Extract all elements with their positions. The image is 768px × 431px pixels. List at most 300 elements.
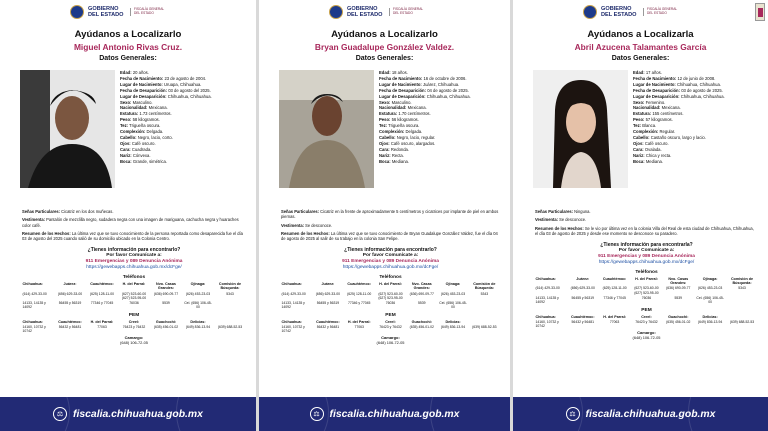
table-header-cell: Creel: <box>385 319 396 324</box>
footer-url[interactable]: fiscalia.chihuahua.gob.mx <box>73 408 203 420</box>
person-name: Bryan Guadalupe González Valdez. <box>314 42 455 52</box>
help-question: ¿Tienes información para encontrarla? <box>600 242 693 249</box>
table-cell: 76036 <box>641 295 652 300</box>
table-header-cell: Guachochi: <box>668 314 689 319</box>
footer-decoration <box>513 367 583 431</box>
table-cell: 14133, 14135 y 14092 <box>535 295 559 304</box>
table-cell: (649) 836-13-94 <box>185 325 211 329</box>
clothing-label: Vestimenta: <box>535 217 558 223</box>
data-value: Mexicana. <box>661 105 681 111</box>
contact-block <box>281 247 500 271</box>
table-cell: 77346 y 77045 <box>347 301 371 306</box>
table-row <box>22 301 246 310</box>
table-header-cell: Ojinaga: <box>190 282 206 287</box>
footer-decoration <box>176 357 256 431</box>
table-header-cell: Nvo. Casas Grandes: <box>156 282 176 291</box>
poster-details <box>0 209 256 346</box>
distinguishing-marks-text: Cicatriz en los dos muñecas. <box>61 209 114 214</box>
table-header-cell: Creel: <box>641 314 652 319</box>
data-label: Nacionalidad: <box>379 105 407 111</box>
poster-header <box>259 0 510 24</box>
data-label: Estatura: <box>120 111 139 117</box>
phones-title: Teléfonos <box>122 275 146 281</box>
data-value: 03 de agosto de 2025. <box>681 87 723 93</box>
table-cell: (625) 128-11-00 <box>347 291 372 296</box>
table-row <box>535 286 758 295</box>
table-header-cell: Ojinaga: <box>702 276 718 281</box>
table-header-cell: Cuauhtémoc: <box>90 282 114 287</box>
camargo-label: Camargo: <box>124 334 144 340</box>
table-cell: (627) 523-60-00 (627) 523-95-00 <box>634 286 659 295</box>
data-value: 17 años. <box>645 70 662 75</box>
table-header-cell: Guachochi: <box>155 319 177 324</box>
report-link[interactable]: https://gewebapps.chihuahua.gob.mx/dcFge/ <box>598 260 695 266</box>
data-value: 16 de octubre de 2006. <box>423 75 467 81</box>
data-label: Lugar de Desaparición: <box>379 93 426 99</box>
data-value: Chica y recta. <box>645 152 672 158</box>
gobierno-label: GOBIERNO DEL ESTADO <box>88 6 124 18</box>
table-header-row <box>535 276 758 285</box>
table-header-cell: Guachochi: <box>411 319 432 324</box>
table-header-cell: H. del Parral: <box>379 282 402 287</box>
poster-details <box>259 209 510 346</box>
pem-title: PEM <box>385 313 396 318</box>
table-cell: 76036 <box>385 301 396 306</box>
clothing-label: Vestimenta: <box>22 217 45 223</box>
data-value: Juárez, Chihuahua. <box>422 81 460 87</box>
table-cell: 14160, 10732 y 10742 <box>535 319 559 328</box>
pem-title: PEM <box>641 307 652 313</box>
state-seal-icon <box>70 5 84 19</box>
fiscalia-label: FISCALÍA GENERAL DEL ESTADO <box>389 8 425 16</box>
data-value: Mexicana. <box>407 105 427 111</box>
section-title: Datos Generales: <box>611 55 670 62</box>
distinguishing-marks-text: Cicatriz en la frente de aproximadamente 5 centímetros y cicatrices por implante de piel en ambos piernas. <box>281 209 499 220</box>
data-row <box>379 159 504 165</box>
contact-block <box>22 247 246 271</box>
data-label: Nariz: <box>379 152 391 158</box>
table-cell: 76423 y 76432 <box>379 325 402 329</box>
facts-summary <box>22 231 246 242</box>
table-cell: 76423 y 76432 <box>635 319 658 324</box>
clothing <box>281 223 500 228</box>
camargo-phone <box>535 330 758 341</box>
facts-summary-label: Resumen de los Hechos: <box>535 225 584 231</box>
pem-table <box>22 319 246 334</box>
data-label: Nacionalidad: <box>633 105 661 111</box>
pem-title: PEM <box>128 313 140 318</box>
person-photo <box>533 70 628 188</box>
data-value: Femenino. <box>645 99 666 105</box>
data-label: Peso: <box>120 117 132 123</box>
table-cell: Cel. (656) 106-45-00 <box>184 301 212 310</box>
table-row <box>281 301 500 310</box>
table-cell: Cel. (656) 106-45-00 <box>439 301 467 310</box>
data-label: Complexión: <box>633 129 659 135</box>
data-label: Fecha de Nacimiento: <box>633 75 677 81</box>
table-cell: 56432 y 56481 <box>316 325 340 329</box>
table-cell: 56455 y 56319 <box>58 301 82 306</box>
data-value: Chihuahua, Chihuahua. <box>426 93 471 99</box>
data-label: Edad: <box>120 70 132 75</box>
help-question: ¿Tienes información para encontrarlo? <box>344 247 437 254</box>
poster-details <box>513 209 768 340</box>
camargo-number: (648) 106-72-05 <box>376 340 405 346</box>
phones-title: Teléfonos <box>635 270 658 276</box>
table-header-cell: Chihuahua: <box>281 319 302 324</box>
table-header-cell: H. del Parral: <box>347 319 371 324</box>
report-link[interactable]: https://gewebapps.chihuahua.gob.mx/dcFge/ <box>342 265 439 271</box>
emergency-numbers: 911 Emergencias y 089 Denuncia Anónima <box>598 254 695 260</box>
table-cell: 56432 y 56481 <box>58 325 82 329</box>
distinguishing-marks <box>22 209 246 214</box>
data-value: Grande, simétrica. <box>132 158 168 164</box>
data-value: Chihuahua, Chihuahua. <box>167 93 212 99</box>
data-label: Sexo: <box>379 99 391 105</box>
camargo-phone <box>281 335 500 346</box>
data-value: Chihuahua, Chihuahua. <box>680 93 725 99</box>
data-value: Café oscuro. <box>644 140 669 146</box>
data-value: Uruapa, Chihuahua. <box>163 81 202 87</box>
data-value: Redonda. <box>390 146 410 152</box>
data-value: 03 de agosto del 2025. <box>168 87 211 93</box>
data-label: Complexión: <box>120 129 146 135</box>
table-header-cell: Cuauhtémoc: <box>570 314 595 319</box>
data-label: Nacionalidad: <box>120 105 148 111</box>
data-label: Nariz: <box>633 152 645 158</box>
table-cell: 77346 y 77045 <box>603 295 626 300</box>
camargo-phone <box>22 335 246 346</box>
data-label: Peso: <box>633 117 645 123</box>
section-title: Datos Generales: <box>355 55 414 62</box>
data-label: Ojos: <box>379 140 390 146</box>
table-cell: (656) 629-33-00 <box>570 286 595 291</box>
facts-summary-label: Resumen de los Hechos: <box>22 230 71 236</box>
table-cell: 77063 <box>354 325 364 329</box>
table-cell: (626) 453-23-03 <box>185 291 211 296</box>
poster-title: Ayúdanos a Localizarlo <box>331 29 438 40</box>
table-header-cell: H. del Parral: <box>635 276 658 281</box>
pem-table <box>535 314 758 329</box>
data-label: Boca: <box>379 158 391 164</box>
missing-person-poster <box>513 0 768 431</box>
data-value: Mediana. <box>391 158 410 164</box>
table-header-cell: Cuauhtémoc: <box>602 276 627 281</box>
table-cell: 76423 y 76432 <box>122 325 146 329</box>
table-cell: 14133, 14135 y 14092 <box>22 301 46 310</box>
table-header-cell: Comisión de Búsqueda: <box>473 282 496 291</box>
help-contact: Por favor Comunícate a: <box>362 253 419 259</box>
footer-url[interactable]: fiscalia.chihuahua.gob.mx <box>329 408 460 420</box>
table-cell: 56455 y 56319 <box>316 301 340 306</box>
table-row <box>22 325 246 334</box>
facts-summary-label: Resumen de los Hechos: <box>281 230 330 236</box>
phones-title: Teléfonos <box>379 275 402 281</box>
data-label: Ojos: <box>120 140 131 146</box>
table-header-cell: Juárez: <box>63 282 77 287</box>
contact-block <box>535 242 758 266</box>
data-value: Blanca. <box>642 123 657 129</box>
table-header-cell: Chihuahua: <box>22 319 43 324</box>
fiscalia-seal-icon: ⚖ <box>566 407 580 421</box>
pem-table <box>281 319 500 334</box>
footer-decoration <box>259 367 329 431</box>
table-row <box>535 319 758 328</box>
table-row <box>281 291 500 300</box>
table-cell: 14160, 10732 y 10742 <box>281 325 305 334</box>
table-header-cell: Chihuahua: <box>535 314 556 319</box>
table-cell: (635) 456-01-02 <box>409 325 434 329</box>
phones-table <box>535 276 758 304</box>
facts-summary <box>535 226 758 237</box>
table-cell: (614) 429-33-00 <box>281 291 306 296</box>
table-header-cell: Cuauhtémoc: <box>347 282 371 287</box>
fiscalia-seal-icon: ⚖ <box>53 407 67 421</box>
clothing <box>535 217 758 222</box>
table-row <box>281 325 500 334</box>
data-row <box>633 159 762 165</box>
table-header-cell: Creel: <box>128 319 140 324</box>
poster-body <box>513 66 768 206</box>
data-label: Tez: <box>120 123 129 129</box>
table-header-cell: Chihuahua: <box>535 276 556 281</box>
data-value: Cónvexa. <box>132 152 151 158</box>
data-label: Boca: <box>633 158 645 164</box>
missing-person-poster <box>259 0 510 431</box>
report-link[interactable]: https://gewebapps.chihuahua.gob.mx/dcFge/ <box>86 265 182 271</box>
data-value: 20 años. <box>132 70 149 75</box>
table-cell: 14160, 10732 y 10742 <box>22 325 46 334</box>
data-label: Cara: <box>633 146 644 152</box>
section-title: Datos Generales: <box>99 55 157 62</box>
data-label: Boca: <box>120 158 132 164</box>
person-name: Miguel Antonio Rivas Cruz. <box>73 42 183 52</box>
state-seal-icon <box>329 5 343 19</box>
table-cell: (636) 690-09-77 <box>666 286 691 291</box>
poster-header <box>0 0 256 24</box>
clothing-text: Se desconoce. <box>559 217 587 223</box>
data-value: Chihuahua, Chihuahua. <box>676 81 721 87</box>
facts-summary-text: La última vez que se tuvo conocimiento de la persona reportada como desaparecida fue el día 03 de agosto del 2025 cuando salió de su domicilio ubicado en la Colonia Centro. <box>22 230 243 242</box>
table-cell: 14133, 14135 y 14092 <box>281 301 305 310</box>
data-value: Cuadrada. <box>131 146 152 152</box>
table-cell: 56455 y 56319 <box>571 295 594 300</box>
gobierno-label: GOBIERNO DEL ESTADO <box>601 6 637 18</box>
data-label: Cabello: <box>120 134 137 140</box>
table-cell: 5343 <box>738 286 746 291</box>
general-data-list <box>120 70 250 165</box>
data-value: Regular. <box>659 129 676 135</box>
table-cell: (627) 523-60-00 (627) 523-95-00 <box>121 291 147 300</box>
help-contact: Por favor Comunícate a: <box>106 253 162 259</box>
data-label: Lugar de Desaparición: <box>120 93 167 99</box>
data-value: 23 de agosto de 2004. <box>164 75 207 81</box>
table-cell: (639) 688-52-53 <box>472 325 497 329</box>
data-label: Cabello: <box>379 134 396 140</box>
table-cell: 77063 <box>609 319 620 324</box>
table-cell <box>726 295 758 304</box>
data-label: Cabello: <box>633 134 650 140</box>
footer-decoration <box>0 367 70 431</box>
data-value: Mediana. <box>645 158 664 164</box>
data-label: Estatura: <box>379 111 398 117</box>
table-cell: 76036 <box>129 301 139 306</box>
table-header-cell: Cuauhtémoc: <box>316 319 340 324</box>
table-header-cell: Delicias: <box>190 319 206 324</box>
camargo-label: Camargo: <box>381 334 400 340</box>
table-cell: 77346 y 77045 <box>90 301 114 306</box>
table-header-cell: H. del Parral: <box>90 319 114 324</box>
general-data-list <box>379 70 504 165</box>
data-value: 57 kilogramos. <box>645 117 673 123</box>
table-header-cell: Chihuahua: <box>22 282 43 287</box>
table-cell: 5343 <box>226 291 234 296</box>
data-label: Sexo: <box>120 99 132 105</box>
fiscalia-seal-icon: ⚖ <box>310 407 324 421</box>
data-value: Masculino. <box>391 99 412 105</box>
alerta-badge-icon <box>755 3 765 21</box>
data-value: 1.73 centímetros. <box>139 111 172 117</box>
emergency-numbers: 911 Emergencias y 089 Denuncia Anónima <box>85 259 183 265</box>
poster-body <box>0 66 256 206</box>
data-label: Lugar de Desaparición: <box>633 93 680 99</box>
data-value: 58 kilogramos. <box>132 117 160 123</box>
data-value: Café oscuro. <box>131 140 156 146</box>
data-value: 56 kilogramos. <box>391 117 419 123</box>
data-value: 18 años. <box>391 70 408 75</box>
table-header-cell: Delicias: <box>702 314 718 319</box>
data-label: Cara: <box>120 146 131 152</box>
table-header-cell: Cuauhtémoc: <box>58 319 82 324</box>
footer-decoration <box>430 357 510 431</box>
data-value: Trigueña oscura. <box>388 123 420 129</box>
help-question: ¿Tienes información para encontrarlo? <box>87 247 181 254</box>
camargo-number: (648) 106-72-05 <box>632 334 661 340</box>
data-label: Fecha de Desaparición: <box>120 87 168 93</box>
table-cell: 77063 <box>97 325 107 329</box>
table-cell: (636) 690-09-77 <box>409 291 434 296</box>
table-cell: Cel. (656) 106-45-00 <box>696 295 724 304</box>
table-row <box>22 291 246 300</box>
missing-person-poster <box>0 0 256 431</box>
poster-footer <box>513 397 768 431</box>
general-data-list <box>633 70 762 165</box>
data-value: Delgada. <box>146 129 164 135</box>
data-label: Fecha de Desaparición: <box>633 87 681 93</box>
person-name: Abril Azucena Talamantes García <box>574 42 707 52</box>
footer-decoration <box>688 357 768 431</box>
poster-footer <box>259 397 510 431</box>
data-row <box>120 159 250 165</box>
table-cell: (626) 453-23-03 <box>697 286 723 291</box>
data-label: Lugar de Nacimiento: <box>120 81 163 87</box>
facts-summary <box>281 231 500 242</box>
data-value: Castaño oscuro, largo y lacio. <box>650 134 706 140</box>
table-cell: (614) 429-33-00 <box>22 291 47 296</box>
table-cell: (649) 836-13-94 <box>440 325 466 329</box>
person-photo <box>279 70 374 188</box>
data-value: Café oscuro, alargados. <box>390 140 436 146</box>
help-contact: Por favor Comunícate a: <box>618 248 675 254</box>
table-header-cell: Chihuahua: <box>281 282 302 287</box>
table-cell <box>214 301 246 310</box>
table-cell: (639) 688-52-53 <box>217 325 243 329</box>
clothing-text: Pantalón de mezclilla negro, sudadera negra con una imagen de mariguana, cachucha negra y huaraches color café. <box>22 217 239 228</box>
data-label: Fecha de Nacimiento: <box>120 75 164 81</box>
data-value: 04 de agosto de 2025. <box>427 87 469 93</box>
table-header-cell: H. del Parral: <box>603 314 626 319</box>
data-label: Ojos: <box>633 140 644 146</box>
fiscalia-label: FISCALÍA GENERAL DEL ESTADO <box>643 8 679 16</box>
table-cell: 5539 <box>417 301 426 306</box>
table-header-cell: H. del Parral: <box>122 282 146 287</box>
emergency-numbers: 911 Emergencias y 089 Denuncia Anónima <box>342 259 439 265</box>
table-header-cell: Juárez: <box>576 276 590 281</box>
data-label: Estatura: <box>633 111 652 117</box>
data-label: Cara: <box>379 146 390 152</box>
data-label: Tez: <box>633 123 642 129</box>
distinguishing-marks <box>281 209 500 220</box>
table-cell: 5539 <box>162 301 170 306</box>
data-value: Negro, lacio, regular. <box>396 134 436 140</box>
facts-summary-text: Se le vio por última vez en la colonia Villa del Real de esta ciudad de Chihuahua, Chihuahua, el día 03 de agosto de 2025 y desde ese momento se desconoce su paradero. <box>535 225 754 236</box>
phones-table <box>22 282 246 310</box>
gobierno-label: GOBIERNO DEL ESTADO <box>347 6 383 18</box>
table-cell: (635) 456-01-02 <box>666 319 691 324</box>
data-label: Fecha de Desaparición: <box>379 87 427 93</box>
table-cell: (635) 456-01-02 <box>153 325 179 329</box>
fiscalia-label: FISCALÍA GENERAL DEL ESTADO <box>130 8 166 16</box>
table-header-cell: Nvo. Casas Grandes: <box>411 282 432 291</box>
table-cell: 56432 y 56481 <box>571 319 594 324</box>
data-label: Edad: <box>379 70 391 75</box>
data-label: Peso: <box>379 117 391 123</box>
data-label: Nariz: <box>120 152 132 158</box>
data-label: Fecha de Nacimiento: <box>379 75 423 81</box>
poster-footer <box>0 397 256 431</box>
data-label: Lugar de Nacimiento: <box>633 81 676 87</box>
table-cell: 5343 <box>480 291 489 296</box>
table-cell <box>469 301 500 310</box>
table-cell: (625) 128-11-00 <box>602 286 627 291</box>
table-header-cell: Juárez: <box>321 282 335 287</box>
phones-table <box>281 282 500 310</box>
distinguishing-marks <box>535 209 758 214</box>
table-header-row <box>22 282 246 291</box>
data-label: Edad: <box>633 70 645 75</box>
badge-mark <box>758 8 763 17</box>
data-value: Ovalada. <box>644 146 662 152</box>
data-value: Masculino. <box>132 99 153 105</box>
data-label: Tez: <box>379 123 388 129</box>
table-header-cell: Comisión de Búsqueda: <box>218 282 242 291</box>
facts-summary-text: La última vez que se tuvo conocimiento de Bryan Guadalupe González Valdez, fue el día 04 de agosto de 2025 al salir de su trabajo en la colonia San Felipe. <box>281 230 498 242</box>
table-cell: 5539 <box>674 295 683 300</box>
data-value: 155 centímetros. <box>652 111 684 117</box>
state-seal-icon <box>583 5 597 19</box>
data-value: Recta. <box>391 152 404 158</box>
table-header-cell: Nvo. Casas Grandes: <box>668 276 689 286</box>
data-label: Sexo: <box>633 99 645 105</box>
table-header-cell: Comisión de Búsqueda: <box>730 276 754 286</box>
poster-body <box>259 66 510 206</box>
table-cell: (639) 688-52-53 <box>729 319 755 324</box>
distinguishing-marks-label: Señas Particulares: <box>535 209 574 214</box>
table-cell: (656) 629-33-00 <box>315 291 341 296</box>
data-value: Mexicana. <box>148 105 168 111</box>
clothing <box>22 217 246 228</box>
footer-url[interactable]: fiscalia.chihuahua.gob.mx <box>585 408 716 420</box>
